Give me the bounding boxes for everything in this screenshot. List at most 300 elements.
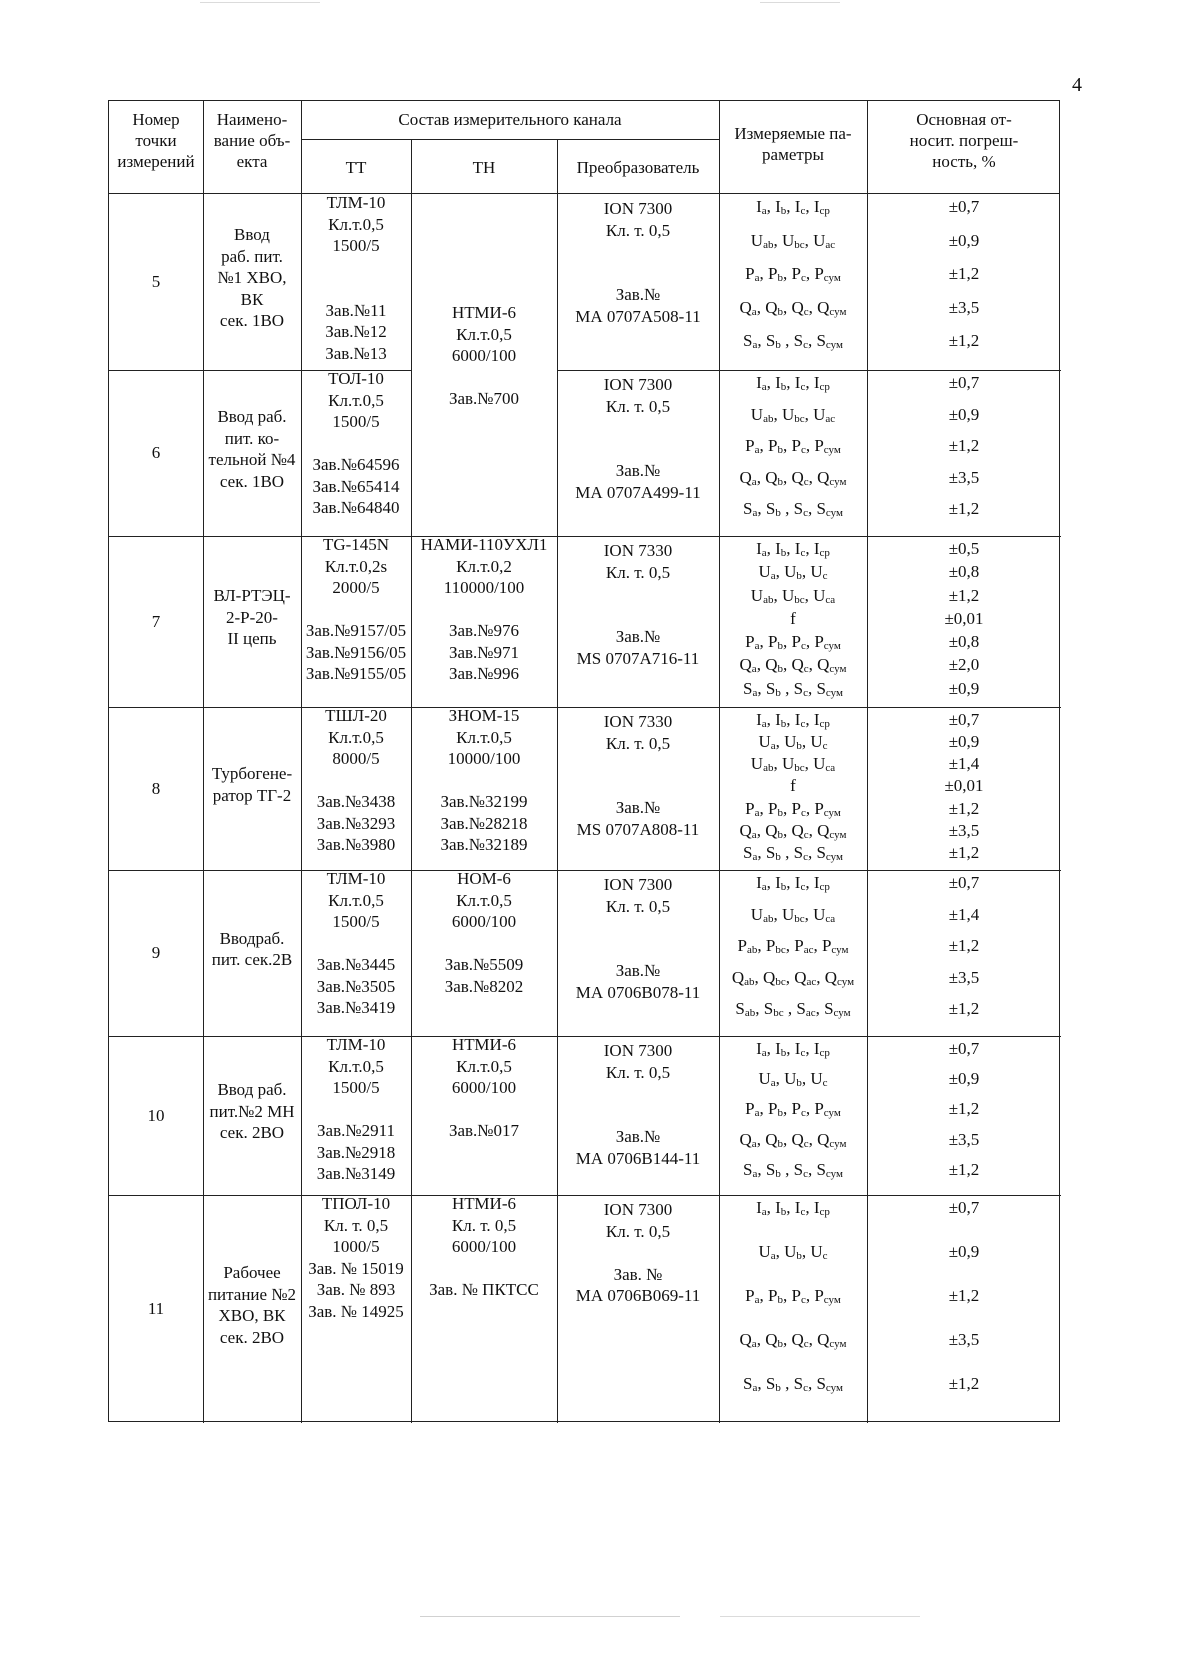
converter-info-line: МА 0707А508-11 <box>575 306 701 326</box>
converter-info-line <box>557 1083 719 1105</box>
converter-info-line: Зав.№ <box>615 627 661 646</box>
error-value: ±1,2 <box>948 842 980 862</box>
error-value: ±0,7 <box>948 1198 980 1217</box>
tt-info-line <box>301 433 411 455</box>
error-value: ±1,2 <box>948 999 980 1019</box>
tt-info <box>301 868 411 1019</box>
error-value: ±0,9 <box>948 678 980 698</box>
measured-param <box>719 654 867 676</box>
measured-param <box>719 753 867 775</box>
tt-info-line: Кл. т. 0,5 <box>323 1215 389 1235</box>
measured-param <box>719 775 867 797</box>
object-name-line: Ввод раб. <box>217 1080 287 1100</box>
measured-param <box>719 330 867 352</box>
measured-param-line: $U_{ab}$, $U_{bc}$, $U_{ca}$ <box>750 585 836 606</box>
error-value: ±1,2 <box>948 1286 980 1305</box>
measured-param-line: $I_a$, $I_b$, $I_c$, $I_{ср}$ <box>756 1039 830 1059</box>
tn-info-line: Зав.№32199 <box>440 792 528 811</box>
tn-info-line <box>411 1258 557 1280</box>
measured-param <box>719 1329 867 1351</box>
measured-param-line: $U_{ab}$, $U_{bc}$, $U_{ca}$ <box>750 904 836 925</box>
tn-info-line: Кл. т. 0,5 <box>451 1215 517 1235</box>
error-value: ±0,9 <box>948 732 980 752</box>
tn-info-line: Зав.№5509 <box>444 955 524 974</box>
measured-param <box>719 1241 867 1263</box>
tt-info-line: Зав.№3438 <box>316 792 396 811</box>
measured-param-line: $S_a$, $S_b$ , $S_c$, $S_{сум}$ <box>743 678 843 699</box>
tn-info <box>411 1193 557 1301</box>
converter-info-line: Кл. т. 0,5 <box>605 220 671 240</box>
object-name <box>203 406 301 492</box>
converter-info-line: Кл. т. 0,5 <box>605 733 671 753</box>
measured-param-line: $Q_a$, $Q_b$, $Q_c$, $Q_{сум}$ <box>739 655 847 676</box>
measured-param <box>719 967 867 989</box>
error-value: ±0,9 <box>948 404 980 424</box>
point-number: 6 <box>151 443 161 462</box>
tt-info-line: ТЛМ-10 <box>326 1035 386 1054</box>
tn-info-line: 10000/100 <box>447 749 521 768</box>
object-name <box>203 224 301 332</box>
error-value: ±3,5 <box>948 1129 980 1149</box>
error-value: ±1,2 <box>948 499 980 519</box>
tt-info-line <box>301 257 411 279</box>
tn-info-line: Зав.№976 <box>448 621 520 640</box>
tn-info-line: Зав.№32189 <box>440 835 528 854</box>
point-number: 8 <box>151 778 161 798</box>
error-value: ±0,01 <box>944 776 984 796</box>
converter-info-line: ION 7300 <box>603 199 673 218</box>
object-name-line: пит. сек.2В <box>211 950 293 969</box>
converter-info <box>557 374 719 503</box>
measured-param <box>719 904 867 926</box>
object-name-line: тельной №4 <box>208 450 296 469</box>
error-value: ±1,4 <box>948 754 980 774</box>
measured-param-line: $U_a$, $U_b$, $U_c$ <box>758 732 828 753</box>
error-value: ±1,2 <box>948 1099 980 1119</box>
tn-info-line: Кл.т.0,2 <box>456 556 512 576</box>
measured-param-line: f <box>790 776 796 796</box>
tt-info-line: Зав.№65414 <box>312 476 400 496</box>
measured-param-line: $U_{ab}$, $U_{bc}$, $U_{ac}$ <box>750 230 836 251</box>
error-value: ±3,5 <box>948 297 980 317</box>
measured-param-line: $U_a$, $U_b$, $U_c$ <box>758 1069 828 1090</box>
tt-info-line: TG-145N <box>322 535 390 554</box>
measured-param-line: $I_a$, $I_b$, $I_c$, $I_{ср}$ <box>756 873 830 893</box>
converter-info-line: ION 7300 <box>603 1041 673 1060</box>
measurement-table <box>108 193 1060 1422</box>
converter-info-line: MS 0707А716-11 <box>576 648 700 668</box>
object-name-line: раб. пит. <box>221 246 283 266</box>
measured-param-line: $U_{ab}$, $U_{bc}$, $U_{ca}$ <box>750 754 836 775</box>
error-value: ±0,01 <box>944 608 984 628</box>
measured-param <box>719 467 867 489</box>
point-number: 7 <box>151 611 161 631</box>
tn-info <box>411 302 557 410</box>
measured-param <box>719 842 867 864</box>
converter-info-line: Зав.№ <box>615 798 661 817</box>
tt-info-line: 1500/5 <box>332 412 380 431</box>
tt-info-line: Зав.№3293 <box>316 813 396 833</box>
converter-info-line: Кл. т. 0,5 <box>605 562 671 582</box>
object-name-line: Ввод <box>234 225 270 245</box>
tn-info-line: Зав.№700 <box>448 389 520 408</box>
measured-param-line: $S_a$, $S_b$ , $S_c$, $S_{сум}$ <box>743 1159 843 1180</box>
converter-info-line: MS 0707А808-11 <box>576 819 700 839</box>
tt-info-line: Зав.№3445 <box>316 955 396 974</box>
measured-param <box>719 1068 867 1090</box>
converter-info-line <box>557 241 719 263</box>
measured-param <box>719 372 867 394</box>
converter-info-line <box>557 439 719 461</box>
object-name-line: ратор ТГ-2 <box>212 785 292 805</box>
error-value: ±0,9 <box>948 230 980 250</box>
error-value: ±1,4 <box>948 904 980 924</box>
measured-param <box>719 820 867 842</box>
header-tt: ТТ <box>345 158 367 177</box>
measured-param <box>719 435 867 457</box>
tn-info-line: 6000/100 <box>451 912 517 931</box>
error-value: ±1,2 <box>948 1374 980 1393</box>
measured-param-line: $I_a$, $I_b$, $I_c$, $I_{ср}$ <box>756 373 830 393</box>
tn-info-line: НТМИ-6 <box>452 1035 516 1054</box>
tt-info-line: Зав.№9156/05 <box>305 642 407 662</box>
measured-param-line: $P_a$, $P_b$, $P_c$, $P_{сум}$ <box>745 798 841 819</box>
tt-info-line: Зав.№13 <box>325 343 387 363</box>
converter-info-line: Кл. т. 0,5 <box>605 896 671 916</box>
header-point: Номер точки измерений <box>117 110 195 171</box>
header-channel-group: Состав измерительного канала <box>398 110 622 129</box>
object-name-line: пит.№2 МН <box>209 1101 295 1121</box>
measured-param <box>719 230 867 252</box>
measured-param <box>719 935 867 957</box>
object-name-line: 2-Р-20- <box>226 607 278 627</box>
converter-info-line: Кл. т. 0,5 <box>605 1221 671 1241</box>
tt-info <box>301 1034 411 1185</box>
measured-param <box>719 297 867 319</box>
error-value: ±3,5 <box>948 1330 980 1349</box>
tn-info-line: 6000/100 <box>451 346 517 365</box>
point-number: 5 <box>151 272 161 291</box>
measured-param-line: $I_a$, $I_b$, $I_c$, $I_{ср}$ <box>756 197 830 217</box>
tt-info-line <box>301 933 411 955</box>
object-name-line: Вводраб. <box>219 928 285 948</box>
converter-info-line <box>557 776 719 798</box>
measured-param <box>719 538 867 560</box>
tt-info-line: Зав.№11 <box>325 300 387 320</box>
tt-info-line: ТПОЛ-10 <box>321 1194 391 1213</box>
measured-param-line: $S_a$, $S_b$ , $S_c$, $S_{сум}$ <box>743 331 843 352</box>
tn-info <box>411 705 557 856</box>
table-header <box>108 100 1060 194</box>
measured-param <box>719 709 867 731</box>
tn-info-line: 110000/100 <box>443 578 525 597</box>
tn-info-line: ЗНОМ-15 <box>448 706 520 725</box>
measured-param-line: $P_{ab}$, $P_{bc}$, $P_{ac}$, $P_{сум}$ <box>737 936 849 957</box>
object-name <box>203 1079 301 1144</box>
tt-info-line: Зав.№2911 <box>317 1121 395 1140</box>
tt-info-line: Кл.т.0,2s <box>324 556 388 576</box>
header-tn: ТН <box>472 158 496 177</box>
error-value: ±0,7 <box>948 373 980 392</box>
tt-info-line: Кл.т.0,5 <box>328 1056 384 1076</box>
tn-info-line: 6000/100 <box>451 1078 517 1097</box>
tt-info-line: 1500/5 <box>332 1078 380 1097</box>
converter-info-line <box>557 263 719 285</box>
tt-info-line: ТЛМ-10 <box>326 193 386 212</box>
tn-info <box>411 534 557 685</box>
converter-info <box>557 874 719 1003</box>
measured-param <box>719 631 867 653</box>
converter-info <box>557 1199 719 1307</box>
error-value: ±0,7 <box>948 710 980 729</box>
measured-param-line: $Q_a$, $Q_b$, $Q_c$, $Q_{сум}$ <box>739 1129 847 1150</box>
object-name-line: №1 ХВО, <box>217 268 287 288</box>
tn-info-line: Кл.т.0,5 <box>456 727 512 747</box>
measured-param-line: $U_a$, $U_b$, $U_c$ <box>758 562 828 583</box>
measured-param-line: $S_a$, $S_b$ , $S_c$, $S_{сум}$ <box>743 499 843 520</box>
measured-param <box>719 1038 867 1060</box>
converter-info-line <box>557 917 719 939</box>
page-number: 4 <box>1072 74 1082 96</box>
converter-info-line <box>557 939 719 961</box>
error-value: ±1,2 <box>948 264 980 284</box>
converter-info-line: Зав.№ <box>615 285 661 304</box>
measured-param-line: $I_a$, $I_b$, $I_c$, $I_{ср}$ <box>756 710 830 730</box>
converter-info-line <box>557 605 719 627</box>
measured-param <box>719 798 867 820</box>
tt-info <box>301 1193 411 1322</box>
tt-info-line <box>301 1099 411 1121</box>
error-value: ±3,5 <box>948 967 980 987</box>
tt-info-line: Зав. № 893 <box>316 1280 396 1299</box>
tt-info-line: 1500/5 <box>332 912 380 931</box>
measured-param-line: $I_a$, $I_b$, $I_c$, $I_{ср}$ <box>756 1198 830 1218</box>
tt-info-line: Зав. № 14925 <box>308 1301 404 1321</box>
measured-param-line: $P_a$, $P_b$, $P_c$, $P_{сум}$ <box>745 1099 841 1120</box>
tt-info-line: ТОЛ-10 <box>328 369 384 388</box>
error-value: ±1,2 <box>948 436 980 456</box>
object-name-line: Турбогене- <box>211 764 293 783</box>
converter-info-line: Зав.№ <box>615 1127 661 1146</box>
tt-info-line: Зав.№2918 <box>316 1142 396 1162</box>
tt-info-line <box>301 599 411 621</box>
header-converter: Преобразователь <box>576 158 700 177</box>
measured-param-line: $P_a$, $P_b$, $P_c$, $P_{сум}$ <box>745 1286 841 1306</box>
tt-info-line: Зав.№3149 <box>316 1164 396 1183</box>
measured-param-line: $Q_{ab}$, $Q_{bc}$, $Q_{ac}$, $Q_{сум}$ <box>731 967 855 988</box>
measured-param-line: $S_{ab}$, $S_{bc}$ , $S_{ac}$, $S_{сум}$ <box>735 999 851 1020</box>
tt-info-line: Зав.№64840 <box>312 498 400 517</box>
object-name-line: сек. 2ВО <box>219 1123 285 1143</box>
converter-info-line <box>557 417 719 439</box>
tn-info-line: Зав.№28218 <box>440 813 528 833</box>
measured-param <box>719 1373 867 1395</box>
tt-info-line <box>301 770 411 792</box>
tn-info-line: Зав. № ПКТСС <box>429 1280 539 1299</box>
converter-info-line: Кл. т. 0,5 <box>605 396 671 416</box>
measured-param-line: $S_a$, $S_b$ , $S_c$, $S_{сум}$ <box>743 842 843 863</box>
tt-info-line <box>301 278 411 300</box>
converter-info-line <box>557 754 719 776</box>
error-value: ±1,2 <box>948 1159 980 1179</box>
tn-info-line <box>411 367 557 389</box>
measured-param-line: $Q_a$, $Q_b$, $Q_c$, $Q_{сум}$ <box>739 467 847 488</box>
tt-info <box>301 534 411 685</box>
tt-info-line: Зав. № 15019 <box>308 1258 404 1278</box>
header-params: Измеряемые па- раметры <box>734 124 852 164</box>
tt-info-line: 1000/5 <box>332 1237 380 1256</box>
tn-info-line: НТМИ-6 <box>452 303 516 322</box>
tn-info-line: 6000/100 <box>451 1237 517 1256</box>
converter-info-line: МА 0707А499-11 <box>575 482 701 502</box>
header-error: Основная от- носит. погреш- ность, % <box>909 110 1019 171</box>
measured-param-line: $Q_a$, $Q_b$, $Q_c$, $Q_{сум}$ <box>739 820 847 841</box>
converter-info-line: Зав. № <box>613 1264 663 1284</box>
tn-info-line: НОМ-6 <box>457 869 511 888</box>
point-number: 10 <box>147 1105 165 1125</box>
error-value: ±3,5 <box>948 820 980 840</box>
converter-info-line <box>557 1242 719 1264</box>
measured-param-line: $U_a$, $U_b$, $U_c$ <box>758 1242 828 1262</box>
tn-info-line: Кл.т.0,5 <box>456 324 512 344</box>
tn-info-line <box>411 1099 557 1121</box>
converter-info-line: Кл. т. 0,5 <box>605 1062 671 1082</box>
tn-info-line <box>411 933 557 955</box>
object-name-line: ВЛ-РТЭЦ- <box>213 586 291 606</box>
error-value: ±0,9 <box>948 1242 980 1261</box>
tt-info <box>301 192 411 364</box>
measured-param <box>719 1129 867 1151</box>
object-name-line: II цепь <box>227 629 277 649</box>
tt-info-line: Кл.т.0,5 <box>328 890 384 910</box>
tt-info-line: 2000/5 <box>332 578 380 597</box>
tt-info <box>301 705 411 856</box>
tt-info-line: Зав.№3419 <box>316 998 396 1017</box>
measured-param <box>719 998 867 1020</box>
measured-param-line: $I_a$, $I_b$, $I_c$, $I_{ср}$ <box>756 539 830 559</box>
tt-info-line: ТШЛ-20 <box>325 706 387 725</box>
measured-param <box>719 1197 867 1219</box>
object-name <box>203 763 301 806</box>
measured-param-line: f <box>790 608 796 628</box>
object-name-line: Ввод раб. <box>217 407 287 426</box>
measured-param <box>719 1159 867 1181</box>
object-name-line: Рабочее <box>223 1263 281 1282</box>
measured-param-line: $Q_a$, $Q_b$, $Q_c$, $Q_{сум}$ <box>739 1330 847 1350</box>
measured-param <box>719 196 867 218</box>
measured-param <box>719 678 867 700</box>
measured-param <box>719 1098 867 1120</box>
object-name <box>203 1262 301 1348</box>
converter-info-line: Зав.№ <box>615 961 661 980</box>
converter-info-line: МА 0706В078-11 <box>575 982 701 1002</box>
measured-param-line: $S_a$, $S_b$ , $S_c$, $S_{сум}$ <box>743 1374 843 1394</box>
tt-info-line: Зав.№3980 <box>316 835 396 854</box>
converter-info-line: МА 0706В144-11 <box>575 1148 701 1168</box>
converter-info-line: ION 7330 <box>603 541 673 560</box>
header-name: Наимено- вание объ- екта <box>213 110 291 171</box>
object-name-line: питание №2 <box>207 1284 297 1304</box>
measured-param <box>719 608 867 630</box>
object-name-line: сек. 1ВО <box>219 311 285 331</box>
tn-info-line: Зав.№8202 <box>444 976 524 996</box>
converter-info-line <box>557 583 719 605</box>
converter-info <box>557 711 719 840</box>
tt-info <box>301 368 411 519</box>
tn-info-line: НТМИ-6 <box>452 1194 516 1213</box>
tn-info-line: Кл.т.0,5 <box>456 1056 512 1076</box>
error-value: ±2,0 <box>948 655 980 675</box>
converter-info <box>557 198 719 327</box>
tt-info-line: ТЛМ-10 <box>326 869 386 888</box>
tt-info-line: Зав.№9157/05 <box>305 621 407 640</box>
converter-info-line: ION 7300 <box>603 375 673 394</box>
measured-param <box>719 498 867 520</box>
tn-info-line <box>411 599 557 621</box>
tt-info-line: Кл.т.0,5 <box>328 390 384 410</box>
converter-info-line <box>557 1105 719 1127</box>
tt-info-line: Зав.№9155/05 <box>305 664 407 683</box>
converter-info <box>557 540 719 669</box>
error-value: ±1,2 <box>948 331 980 351</box>
tn-info-line: Кл.т.0,5 <box>456 890 512 910</box>
measured-param <box>719 561 867 583</box>
measured-param <box>719 1285 867 1307</box>
converter-info-line: ION 7300 <box>603 875 673 894</box>
converter-info-line: ION 7300 <box>603 1200 673 1219</box>
object-name-line: сек. 1ВО <box>219 471 285 491</box>
measured-param <box>719 404 867 426</box>
measured-param <box>719 585 867 607</box>
tn-info-line: НАМИ-110УХЛ1 <box>420 535 548 554</box>
converter-info-line: Зав.№ <box>615 461 661 480</box>
tn-info-line: Зав.№971 <box>448 642 520 662</box>
converter-info-line: МА 0706В069-11 <box>575 1286 701 1305</box>
object-name <box>203 585 301 650</box>
tt-info-line: Зав.№12 <box>325 322 387 341</box>
measured-param-line: $P_a$, $P_b$, $P_c$, $P_{сум}$ <box>745 436 841 457</box>
converter-info <box>557 1040 719 1169</box>
tt-info-line: Зав.№3505 <box>316 976 396 996</box>
error-value: ±0,9 <box>948 1069 980 1089</box>
measured-param-line: $P_a$, $P_b$, $P_c$, $P_{сум}$ <box>745 264 841 285</box>
measured-param <box>719 731 867 753</box>
object-name-line: пит. ко- <box>224 428 280 448</box>
object-name-line: ХВО, ВК <box>218 1306 286 1325</box>
point-number: 9 <box>151 943 161 962</box>
measured-param <box>719 263 867 285</box>
measured-param-line: $Q_a$, $Q_b$, $Q_c$, $Q_{сум}$ <box>739 297 847 318</box>
tt-info-line: Кл.т.0,5 <box>328 727 384 747</box>
error-value: ±0,7 <box>948 1039 980 1058</box>
error-value: ±0,5 <box>948 539 980 558</box>
error-value: ±0,8 <box>948 562 980 582</box>
object-name-line: ВК <box>240 289 264 309</box>
error-value: ±1,2 <box>948 936 980 956</box>
object-name-line: сек. 2ВО <box>219 1327 285 1347</box>
tn-info-line: Зав.№017 <box>448 1121 520 1140</box>
error-value: ±0,7 <box>948 197 980 216</box>
tt-info-line: 8000/5 <box>332 749 380 768</box>
error-value: ±0,7 <box>948 873 980 892</box>
measured-param-line: $P_a$, $P_b$, $P_c$, $P_{сум}$ <box>745 632 841 653</box>
tn-info <box>411 868 557 997</box>
error-value: ±1,2 <box>948 585 980 605</box>
tt-info-line: 1500/5 <box>332 236 380 255</box>
object-name <box>203 928 301 971</box>
error-value: ±1,2 <box>948 798 980 818</box>
tn-info-line <box>411 770 557 792</box>
